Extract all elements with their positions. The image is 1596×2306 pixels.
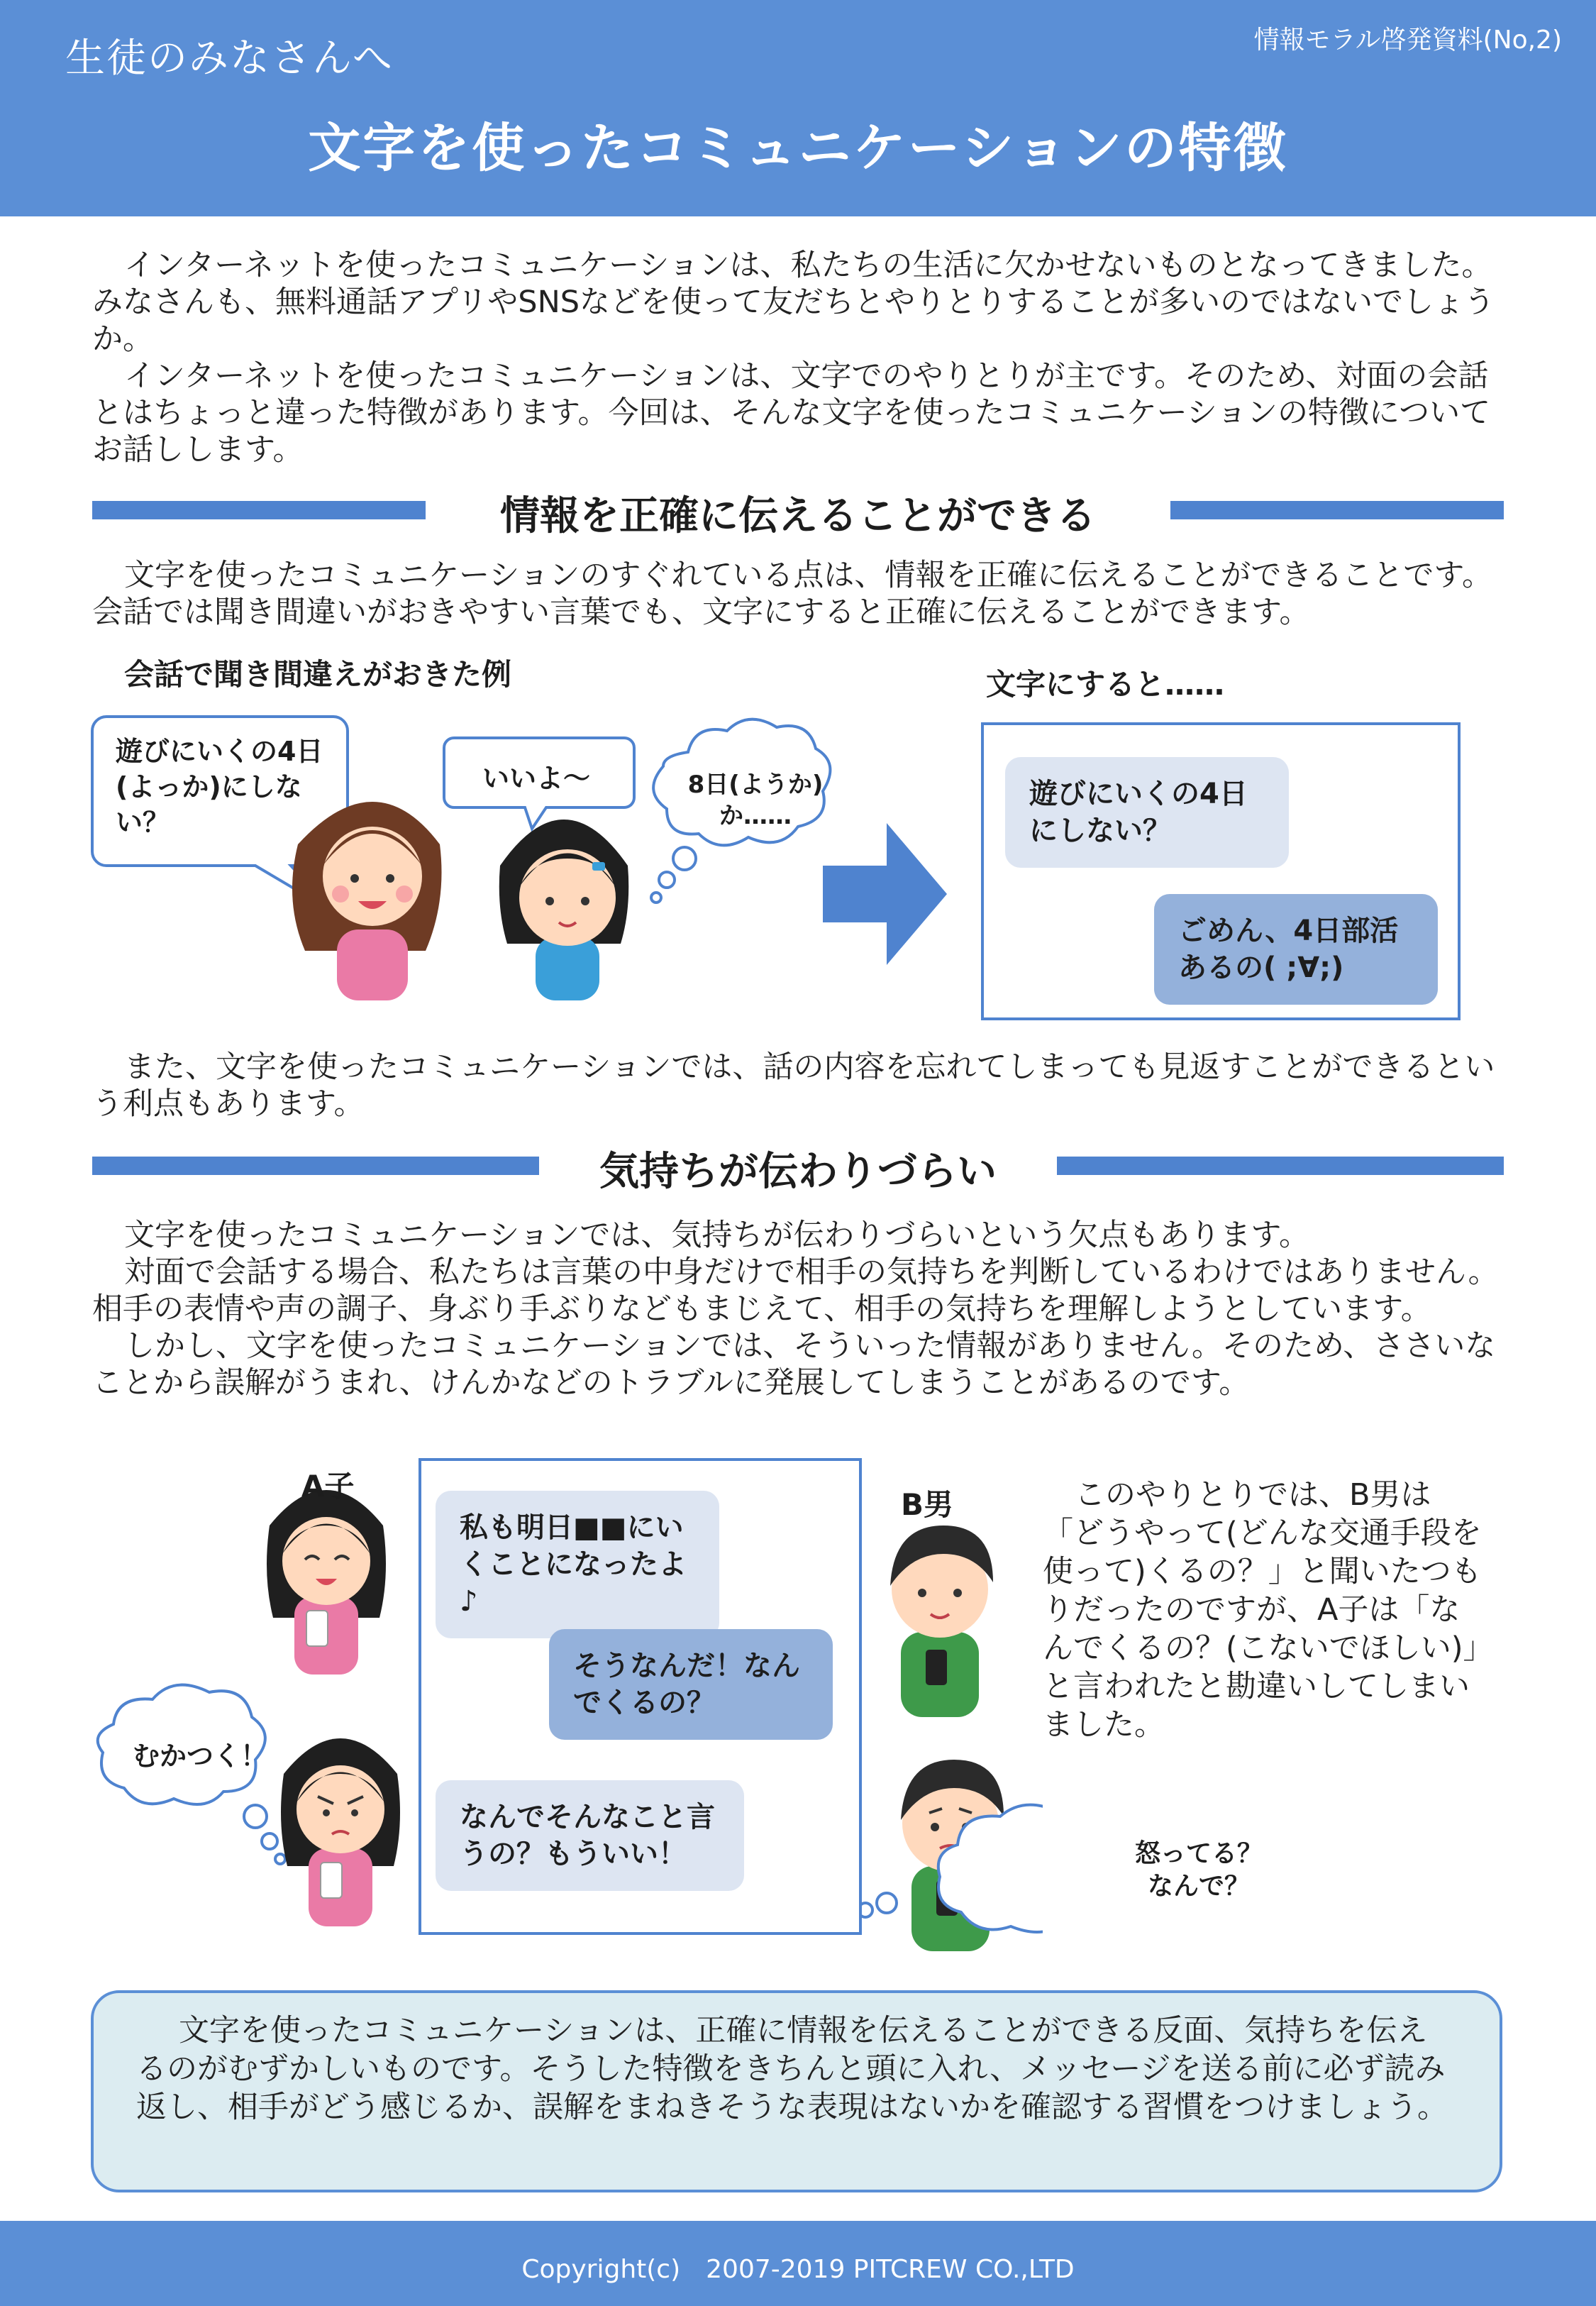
girl-b-icon: [499, 820, 629, 1000]
text-chat-box: [981, 722, 1461, 1020]
section2-paragraph-1: 文字を使ったコミュニケーションでは、気持ちが伝わりづらいという欠点もあります。: [124, 1218, 1309, 1253]
intro-paragraph-2: インターネットを使ったコミュニケーションは、文字でのやりとりが主です。そのため、対面の会話とはちょっと違った特徴があります。今回は、そんな文字を使ったコミュニケーションの特徴についてお話しします。: [92, 358, 1491, 468]
chat-message: そうなんだ！なんでくるの？: [549, 1629, 833, 1740]
summary-box: [91, 1990, 1502, 2192]
document-number: 情報モラル啓発資料(No,2): [1253, 26, 1562, 55]
section2-heading: 気持ちが伝わりづらい: [599, 1149, 997, 1195]
section1-bar-left: [92, 501, 426, 519]
intro-text: [92, 247, 1518, 468]
explanation-note: [1043, 1476, 1483, 1744]
thought-b-text: 8日(ようか)か……: [687, 771, 824, 830]
chat-message: 私も明日■■にいくことになったよ♪: [436, 1491, 719, 1638]
section2-paragraph-3: しかし、文字を使ったコミュニケーションでは、そういった情報がありません。そのため、ささいなことから誤解がうまれ、けんかなどのトラブルに発展してしまうことがあるのです。: [92, 1328, 1496, 1401]
chat-message: なんでそんなこと言うの？もういい！: [436, 1780, 744, 1891]
section2-body: [92, 1217, 1518, 1401]
b-o-label: B男: [901, 1487, 954, 1522]
section1-heading: 情報を正確に伝えることができる: [500, 493, 1096, 539]
misunderstanding-chat-box: [419, 1458, 862, 1935]
example-label: 会話で聞き間違えがおきた例: [124, 657, 512, 692]
speech-b-text: いいよ〜: [482, 763, 591, 794]
section1-after-paragraph: また、文字を使ったコミュニケーションでは、話の内容を忘れてしまっても見返すことができるという利点もあります。: [92, 1049, 1495, 1122]
girl-a-angry-icon: [281, 1738, 400, 1926]
chat-message: ごめん、4日部活あるの( ;∀;): [1154, 894, 1438, 1005]
chat-message: 遊びにいくの4日にしない？: [1005, 757, 1289, 868]
page-title: 文字を使ったコミュニケーションの特徴: [308, 118, 1288, 179]
section2-paragraph-2: 対面で会話する場合、私たちは言葉の中身だけで相手の気持ちを判断しているわけではありません。相手の表情や声の調子、身ぶり手ぶりなどもまじえて、相手の気持ちを理解しようとしています。: [92, 1254, 1499, 1327]
section2-bar-left: [92, 1157, 539, 1175]
a-ko-label: A子: [301, 1469, 355, 1504]
section1-bar-right: [1170, 501, 1504, 519]
summary-text: 文字を使ったコミュニケーションは、正確に情報を伝えることができる反面、気持ちを伝えるのがむずかしいものです。そうした特徴をきちんと頭に入れ、メッセージを送る前に必ず読み返し、相手がどう感じるか、誤解をまねきそうな表現はないかを確認する習慣をつけましょう。: [136, 2013, 1448, 2125]
thought-a-text: むかつく！: [132, 1740, 267, 1772]
thought-bubble-a: [98, 1685, 285, 1864]
audience-label: 生徒のみなさんへ: [65, 35, 394, 82]
speech-a-text: 遊びにいくの4日(よっか)にしない？: [116, 736, 323, 838]
section1-body: [92, 557, 1518, 631]
section1-after: [92, 1049, 1518, 1122]
boy-b-icon: [890, 1526, 993, 1717]
girl-a-happy-icon: [267, 1490, 386, 1675]
copyright-text: Copyright(c) 2007-2019 PITCREW CO.,LTD: [521, 2255, 1075, 2284]
intro-paragraph-1: インターネットを使ったコミュニケーションは、私たちの生活に欠かせないものとなってきました。みなさんも、無料通話アプリやSNSなどを使って友だちとやりとりすることが多いのではないでしょうか。: [92, 248, 1495, 357]
arrow-right-icon: [823, 823, 947, 965]
text-example-label: 文字にすると……: [986, 667, 1225, 702]
thought-b2-text: 怒ってる？なんで？: [1135, 1839, 1263, 1901]
section1-paragraph: 文字を使ったコミュニケーションのすぐれている点は、情報を正確に伝えることができることです。会話では聞き間違いがおきやすい言葉でも、文字にすると正確に伝えることができます。: [92, 558, 1492, 630]
explanation-paragraph: このやりとりでは、B男は「どうやって(どんな交通手段を使って)くるの？」と聞いたつもりだったのですが、A子は「なんでくるの？(こないでほしい)」と言われたと勘違いしてしまいました。: [1043, 1477, 1482, 1743]
section2-bar-right: [1057, 1157, 1504, 1175]
